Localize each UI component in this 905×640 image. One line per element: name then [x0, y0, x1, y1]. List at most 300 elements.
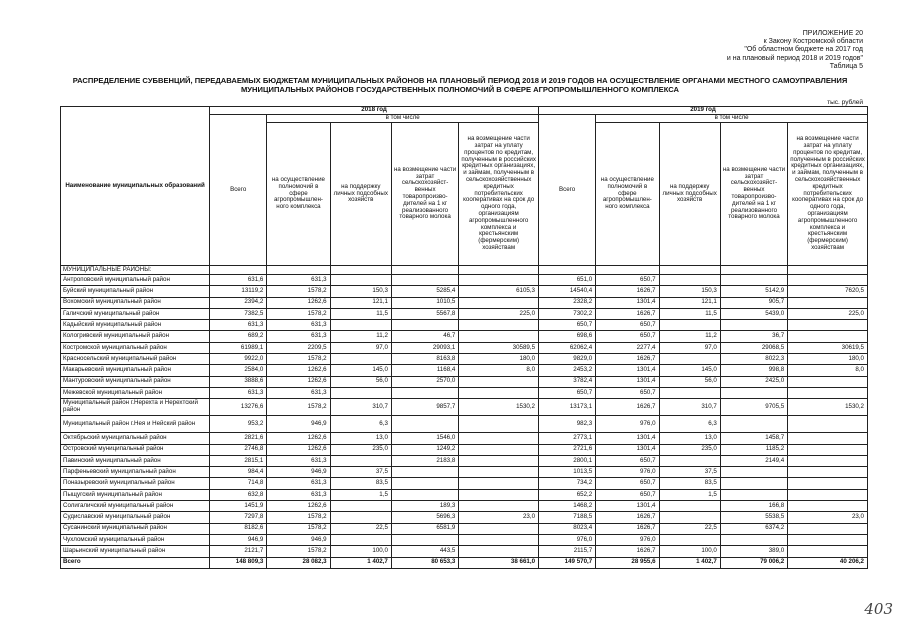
- district-name: Солигаличский муниципальный район: [61, 501, 210, 512]
- table-cell: 650,7: [596, 489, 659, 500]
- year-2018-header: 2018 год: [210, 107, 539, 115]
- table-cell: [459, 534, 539, 545]
- table-cell: 1530,2: [788, 399, 868, 416]
- district-name: Межевской муниципальный район: [61, 387, 210, 398]
- table-cell: [788, 433, 868, 444]
- table-row: [61, 342, 868, 353]
- table-cell: 56,0: [659, 376, 720, 387]
- table-cell: 235,0: [330, 444, 391, 455]
- table-cell: 650,7: [539, 320, 596, 331]
- table-cell: 13,0: [659, 433, 720, 444]
- table-cell: 650,7: [596, 320, 659, 331]
- table-cell: 650,7: [596, 455, 659, 466]
- table-row: [61, 387, 868, 398]
- table-cell: 56,0: [330, 376, 391, 387]
- table-cell: 998,8: [720, 365, 787, 376]
- table-cell: 225,0: [788, 308, 868, 319]
- table-cell: 443,5: [391, 546, 458, 557]
- col-private-2018: на поддержку личных подсобных хозяйств: [330, 123, 391, 266]
- table-cell: [788, 320, 868, 331]
- table-cell: [659, 320, 720, 331]
- table-cell: 2800,1: [539, 455, 596, 466]
- table-cell: 1468,2: [539, 501, 596, 512]
- table-cell: [459, 387, 539, 398]
- table-row: [61, 501, 868, 512]
- table-cell: [459, 320, 539, 331]
- table-cell: 631,3: [267, 478, 330, 489]
- table-row: [61, 286, 868, 297]
- table-cell: [720, 478, 787, 489]
- table-cell: 946,9: [267, 416, 330, 433]
- table-cell: 1626,7: [596, 399, 659, 416]
- table-cell: 1262,6: [267, 365, 330, 376]
- table-cell: [788, 376, 868, 387]
- table-cell: [659, 534, 720, 545]
- table-cell: 8022,3: [720, 354, 787, 365]
- table-cell: 11,5: [330, 308, 391, 319]
- table-cell: [330, 512, 391, 523]
- table-cell: 1,5: [330, 489, 391, 500]
- table-cell: 6374,2: [720, 523, 787, 534]
- table-row: [61, 331, 868, 342]
- table-cell: [788, 444, 868, 455]
- table-cell: [330, 387, 391, 398]
- table-cell: 982,3: [539, 416, 596, 433]
- table-cell: [391, 275, 458, 286]
- col-private-2019: на поддержку личных подсобных хозяйств: [659, 123, 720, 266]
- table-row: [61, 534, 868, 545]
- district-name: Парфеньевский муниципальный район: [61, 467, 210, 478]
- table-cell: [459, 416, 539, 433]
- table-cell: 8,0: [788, 365, 868, 376]
- table-cell: 2121,7: [210, 546, 267, 557]
- table-cell: 976,0: [596, 467, 659, 478]
- table-cell: [788, 546, 868, 557]
- table-cell: 1578,2: [267, 354, 330, 365]
- col-name-header: Наименование муниципальных образований: [61, 107, 210, 266]
- table-cell: 2277,4: [596, 342, 659, 353]
- table-cell: 8023,4: [539, 523, 596, 534]
- table-cell: [720, 320, 787, 331]
- table-row: [61, 512, 868, 523]
- table-cell: 976,0: [596, 416, 659, 433]
- table-cell: 2149,4: [720, 455, 787, 466]
- table-cell: 189,3: [391, 501, 458, 512]
- table-cell: [459, 523, 539, 534]
- district-name: Буйский муниципальный район: [61, 286, 210, 297]
- table-cell: 5567,8: [391, 308, 458, 319]
- table-cell: 225,0: [459, 308, 539, 319]
- appendix-line: "Об областном бюджете на 2017 год: [744, 46, 863, 54]
- district-name: Антроповский муниципальный район: [61, 275, 210, 286]
- table-cell: 698,6: [539, 331, 596, 342]
- table-row: [61, 399, 868, 416]
- table-cell: 1 402,7: [659, 557, 720, 568]
- district-name: Пыщугский муниципальный район: [61, 489, 210, 500]
- table-cell: 689,2: [210, 331, 267, 342]
- table-cell: 2746,8: [210, 444, 267, 455]
- district-name: Муниципальный район г.Нерехта и Нерехтский район: [61, 399, 210, 416]
- table-cell: [330, 320, 391, 331]
- table-cell: 2209,5: [267, 342, 330, 353]
- table-cell: [788, 275, 868, 286]
- table-cell: 1626,7: [596, 546, 659, 557]
- table-cell: 9922,0: [210, 354, 267, 365]
- table-cell: 2773,1: [539, 433, 596, 444]
- table-cell: 5439,0: [720, 308, 787, 319]
- table-cell: [330, 275, 391, 286]
- district-name: Судиславский муниципальный район: [61, 512, 210, 523]
- section-label: МУНИЦИПАЛЬНЫЕ РАЙОНЫ:: [61, 266, 210, 275]
- table-cell: [391, 489, 458, 500]
- col-milk-2019: на возмещение части затрат сельскохозяйст-венных товаропроизво-дителей на 1 кг реализованного товарного молока: [720, 123, 787, 266]
- table-row: [61, 354, 868, 365]
- table-cell: 11,2: [330, 331, 391, 342]
- table-cell: [788, 416, 868, 433]
- table-cell: 1301,4: [596, 433, 659, 444]
- table-cell: [788, 387, 868, 398]
- table-cell: 2453,2: [539, 365, 596, 376]
- table-cell: [459, 501, 539, 512]
- table-cell: 7302,2: [539, 308, 596, 319]
- table-cell: 650,7: [596, 275, 659, 286]
- table-body: [61, 266, 868, 569]
- table-cell: 5538,5: [720, 512, 787, 523]
- table-cell: [659, 387, 720, 398]
- table-cell: [659, 512, 720, 523]
- col-powers-2018: на осуществление полномочий в сфере агропромышлен-ного комплекса: [267, 123, 330, 266]
- table-cell: 1626,7: [596, 523, 659, 534]
- table-cell: 83,5: [659, 478, 720, 489]
- table-cell: 46,7: [391, 331, 458, 342]
- table-cell: 1013,5: [539, 467, 596, 478]
- table-cell: 389,0: [720, 546, 787, 557]
- table-cell: 13173,1: [539, 399, 596, 416]
- table-cell: 1626,7: [596, 512, 659, 523]
- table-cell: 650,7: [596, 387, 659, 398]
- district-name: Красносельский муниципальный район: [61, 354, 210, 365]
- table-cell: 905,7: [720, 297, 787, 308]
- table-cell: 5285,4: [391, 286, 458, 297]
- table-cell: 100,0: [330, 546, 391, 557]
- table-cell: 1262,6: [267, 501, 330, 512]
- table-cell: 29068,5: [720, 342, 787, 353]
- subventions-table: [60, 106, 868, 569]
- table-cell: [459, 489, 539, 500]
- table-cell: 1578,2: [267, 546, 330, 557]
- district-name: Кологривский муниципальный район: [61, 331, 210, 342]
- table-cell: 632,8: [210, 489, 267, 500]
- table-cell: 6105,3: [459, 286, 539, 297]
- document-title-line: МУНИЦИПАЛЬНЫХ РАЙОНОВ ГОСУДАРСТВЕННЫХ ПОЛНОМОЧИЙ В СФЕРЕ АГРОПРОМЫШЛЕННОГО КОМПЛЕКСА: [240, 85, 680, 94]
- table-cell: [659, 354, 720, 365]
- table-cell: [459, 444, 539, 455]
- table-cell: 11,2: [659, 331, 720, 342]
- table-cell: [391, 387, 458, 398]
- table-cell: 976,0: [596, 534, 659, 545]
- table-cell: 1301,4: [596, 376, 659, 387]
- col-total-2019: Всего: [539, 115, 596, 266]
- table-cell: 946,9: [267, 534, 330, 545]
- table-cell: 145,0: [330, 365, 391, 376]
- table-cell: 61989,1: [210, 342, 267, 353]
- table-cell: 36,7: [720, 331, 787, 342]
- table-cell: 631,3: [267, 489, 330, 500]
- district-name: Павинский муниципальный район: [61, 455, 210, 466]
- table-cell: 1578,2: [267, 512, 330, 523]
- table-cell: [459, 455, 539, 466]
- table-cell: 13276,6: [210, 399, 267, 416]
- table-cell: 1262,6: [267, 444, 330, 455]
- document-title: [60, 76, 860, 94]
- table-cell: 2183,8: [391, 455, 458, 466]
- table-row: [61, 365, 868, 376]
- table-cell: 121,1: [330, 297, 391, 308]
- appendix-line: Таблица 5: [829, 62, 863, 70]
- district-name: Поназыревский муниципальный район: [61, 478, 210, 489]
- table-cell: 1578,2: [267, 523, 330, 534]
- table-cell: [720, 387, 787, 398]
- table-cell: 1010,5: [391, 297, 458, 308]
- table-cell: 37,5: [330, 467, 391, 478]
- table-cell: [788, 523, 868, 534]
- table-cell: 83,5: [330, 478, 391, 489]
- table-cell: [391, 467, 458, 478]
- district-name: Островский муниципальный район: [61, 444, 210, 455]
- table-cell: 37,5: [659, 467, 720, 478]
- table-cell: 1168,4: [391, 365, 458, 376]
- table-cell: [330, 455, 391, 466]
- table-cell: 1301,4: [596, 297, 659, 308]
- table-cell: 1578,2: [267, 286, 330, 297]
- district-name: Макарьевский муниципальный район: [61, 365, 210, 376]
- table-cell: [720, 275, 787, 286]
- document-title-line: РАСПРЕДЕЛЕНИЕ СУБВЕНЦИЙ, ПЕРЕДАВАЕМЫХ БЮДЖЕТАМ МУНИЦИПАЛЬНЫХ РАЙОНОВ НА ПЛАНОВЫЙ ПЕРИОД 2018 И 2019 ГОДОВ НА ОСУЩЕСТВЛЕНИЕ ОРГАНАМИ МЕСТНОГО САМОУПРАВЛЕНИЯ: [72, 76, 848, 85]
- col-credit-2019: на возмещение части затрат на уплату процентов по кредитам, полученным в российских кредитных организациях, и займам, полученным в сельскохозяйственных кредитных потребительских кооперативах на срок до одного года, организациям агропромышленного комплекса и крестьянским (фермерским) хозяйствам: [788, 123, 868, 266]
- table-cell: 8182,6: [210, 523, 267, 534]
- table-cell: 7382,5: [210, 308, 267, 319]
- year-2019-header: 2019 год: [539, 107, 868, 115]
- table-cell: [788, 501, 868, 512]
- table-cell: [391, 416, 458, 433]
- page-number: 403: [864, 600, 893, 618]
- appendix-line: ПРИЛОЖЕНИЕ 20: [802, 30, 863, 37]
- table-cell: 2394,2: [210, 297, 267, 308]
- table-cell: [788, 331, 868, 342]
- table-cell: 9705,5: [720, 399, 787, 416]
- table-cell: 651,0: [539, 275, 596, 286]
- table-cell: [788, 297, 868, 308]
- table-row: [61, 416, 868, 433]
- table-cell: 1262,6: [267, 433, 330, 444]
- table-cell: 734,2: [539, 478, 596, 489]
- table-cell: 180,0: [788, 354, 868, 365]
- district-name: Галичский муниципальный район: [61, 308, 210, 319]
- table-cell: 30589,5: [459, 342, 539, 353]
- table-cell: 310,7: [659, 399, 720, 416]
- table-cell: 3782,4: [539, 376, 596, 387]
- table-cell: 631,3: [267, 320, 330, 331]
- table-row: [61, 455, 868, 466]
- table-cell: 652,2: [539, 489, 596, 500]
- table-cell: [391, 478, 458, 489]
- table-cell: 650,7: [596, 478, 659, 489]
- table-cell: 150,3: [659, 286, 720, 297]
- table-cell: [391, 320, 458, 331]
- table-cell: 1262,6: [267, 376, 330, 387]
- table-cell: 9829,0: [539, 354, 596, 365]
- table-cell: [788, 467, 868, 478]
- table-cell: 121,1: [659, 297, 720, 308]
- table-cell: 23,0: [459, 512, 539, 523]
- table-cell: 79 006,2: [720, 557, 787, 568]
- table-cell: 149 570,7: [539, 557, 596, 568]
- table-cell: 8163,8: [391, 354, 458, 365]
- table-cell: 2425,0: [720, 376, 787, 387]
- appendix-header: [727, 30, 863, 71]
- table-cell: 2570,0: [391, 376, 458, 387]
- table-cell: 3888,6: [210, 376, 267, 387]
- table-cell: 13,0: [330, 433, 391, 444]
- table-cell: [330, 534, 391, 545]
- table-cell: [459, 546, 539, 557]
- table-cell: [659, 455, 720, 466]
- district-name: Шарьинский муниципальный район: [61, 546, 210, 557]
- table-cell: 2721,6: [539, 444, 596, 455]
- table-cell: 14540,4: [539, 286, 596, 297]
- table-cell: 1301,4: [596, 365, 659, 376]
- table-row: [61, 489, 868, 500]
- table-cell: 1530,2: [459, 399, 539, 416]
- table-row: [61, 320, 868, 331]
- col-milk-2018: на возмещение части затрат сельскохозяйст-венных товаропроизво-дителей на 1 кг реализованного товарного молока: [391, 123, 458, 266]
- table-cell: 631,3: [267, 275, 330, 286]
- table-cell: [459, 275, 539, 286]
- district-name: Муниципальный район г.Нея и Нейский район: [61, 416, 210, 433]
- table-cell: 7188,5: [539, 512, 596, 523]
- table-cell: [788, 534, 868, 545]
- table-cell: 1249,2: [391, 444, 458, 455]
- table-row: [61, 467, 868, 478]
- table-cell: 2821,6: [210, 433, 267, 444]
- table-cell: 148 809,3: [210, 557, 267, 568]
- table-cell: 29093,1: [391, 342, 458, 353]
- table-cell: 23,0: [788, 512, 868, 523]
- table-cell: 166,8: [720, 501, 787, 512]
- table-cell: 11,5: [659, 308, 720, 319]
- district-name: Октябрьский муниципальный район: [61, 433, 210, 444]
- table-cell: 1 402,7: [330, 557, 391, 568]
- table-cell: 631,3: [210, 320, 267, 331]
- table-cell: [459, 297, 539, 308]
- table-cell: [459, 331, 539, 342]
- table-cell: 1546,0: [391, 433, 458, 444]
- table-cell: 976,0: [539, 534, 596, 545]
- table-cell: [788, 478, 868, 489]
- table-row: [61, 433, 868, 444]
- table-cell: 62062,4: [539, 342, 596, 353]
- table-cell: 5696,3: [391, 512, 458, 523]
- appendix-line: и на плановый период 2018 и 2019 годов": [726, 54, 863, 62]
- district-name: Мантуровский муниципальный район: [61, 376, 210, 387]
- table-row: [61, 275, 868, 286]
- table-cell: 13119,2: [210, 286, 267, 297]
- appendix-line: к Закону Костромской области: [763, 38, 863, 46]
- table-cell: 30619,5: [788, 342, 868, 353]
- table-cell: 2584,0: [210, 365, 267, 376]
- table-row: [61, 444, 868, 455]
- col-credit-2018: на возмещение части затрат на уплату процентов по кредитам, полученным в российских кредитных организациях, и займам, полученным в сельскохозяйственных кредитных потребительских кооперативах на срок до одного года, организациям агропромышленного комплекса и крестьянским (фермерским) хозяйствам: [459, 123, 539, 266]
- including-2019: в том числе: [596, 115, 868, 123]
- table-cell: [720, 416, 787, 433]
- table-cell: 40 206,2: [788, 557, 868, 568]
- including-2018: в том числе: [267, 115, 539, 123]
- table-cell: 5142,9: [720, 286, 787, 297]
- table-cell: 235,0: [659, 444, 720, 455]
- table-cell: 984,4: [210, 467, 267, 478]
- table-cell: [330, 354, 391, 365]
- table-cell: 22,5: [659, 523, 720, 534]
- district-name: Костромской муниципальный район: [61, 342, 210, 353]
- table-cell: 650,7: [596, 331, 659, 342]
- table-cell: [459, 467, 539, 478]
- section-row: [61, 266, 868, 275]
- table-cell: 1626,7: [596, 308, 659, 319]
- table-cell: 1301,4: [596, 501, 659, 512]
- table-cell: 6,3: [659, 416, 720, 433]
- table-cell: 9857,7: [391, 399, 458, 416]
- table-cell: 150,3: [330, 286, 391, 297]
- table-cell: 80 653,3: [391, 557, 458, 568]
- table-cell: [459, 478, 539, 489]
- table-cell: [391, 534, 458, 545]
- table-cell: 8,0: [459, 365, 539, 376]
- table-cell: 631,6: [210, 275, 267, 286]
- total-row: [61, 557, 868, 568]
- table-row: [61, 297, 868, 308]
- table-cell: 953,2: [210, 416, 267, 433]
- table-cell: 2815,1: [210, 455, 267, 466]
- table-cell: [720, 489, 787, 500]
- table-cell: 1,5: [659, 489, 720, 500]
- district-name: Вохомский муниципальный район: [61, 297, 210, 308]
- district-name: Чухломский муниципальный район: [61, 534, 210, 545]
- table-cell: 1451,9: [210, 501, 267, 512]
- table-cell: [459, 433, 539, 444]
- table-cell: 631,3: [210, 387, 267, 398]
- table-cell: [720, 467, 787, 478]
- table-cell: 28 082,3: [267, 557, 330, 568]
- table-cell: 1578,2: [267, 308, 330, 319]
- table-cell: 28 955,6: [596, 557, 659, 568]
- table-cell: 714,8: [210, 478, 267, 489]
- table-cell: [459, 376, 539, 387]
- table-cell: 97,0: [330, 342, 391, 353]
- table-cell: 22,5: [330, 523, 391, 534]
- table-cell: 631,3: [267, 331, 330, 342]
- table-row: [61, 546, 868, 557]
- table-row: [61, 523, 868, 534]
- table-cell: 946,9: [267, 467, 330, 478]
- table-cell: 1626,7: [596, 286, 659, 297]
- table-cell: 1626,7: [596, 354, 659, 365]
- table-cell: [659, 501, 720, 512]
- col-powers-2019: на осуществление полномочий в сфере агропромышлен-ного комплекса: [596, 123, 659, 266]
- table-cell: 1301,4: [596, 444, 659, 455]
- table-cell: 145,0: [659, 365, 720, 376]
- table-cell: [788, 455, 868, 466]
- table-cell: 6,3: [330, 416, 391, 433]
